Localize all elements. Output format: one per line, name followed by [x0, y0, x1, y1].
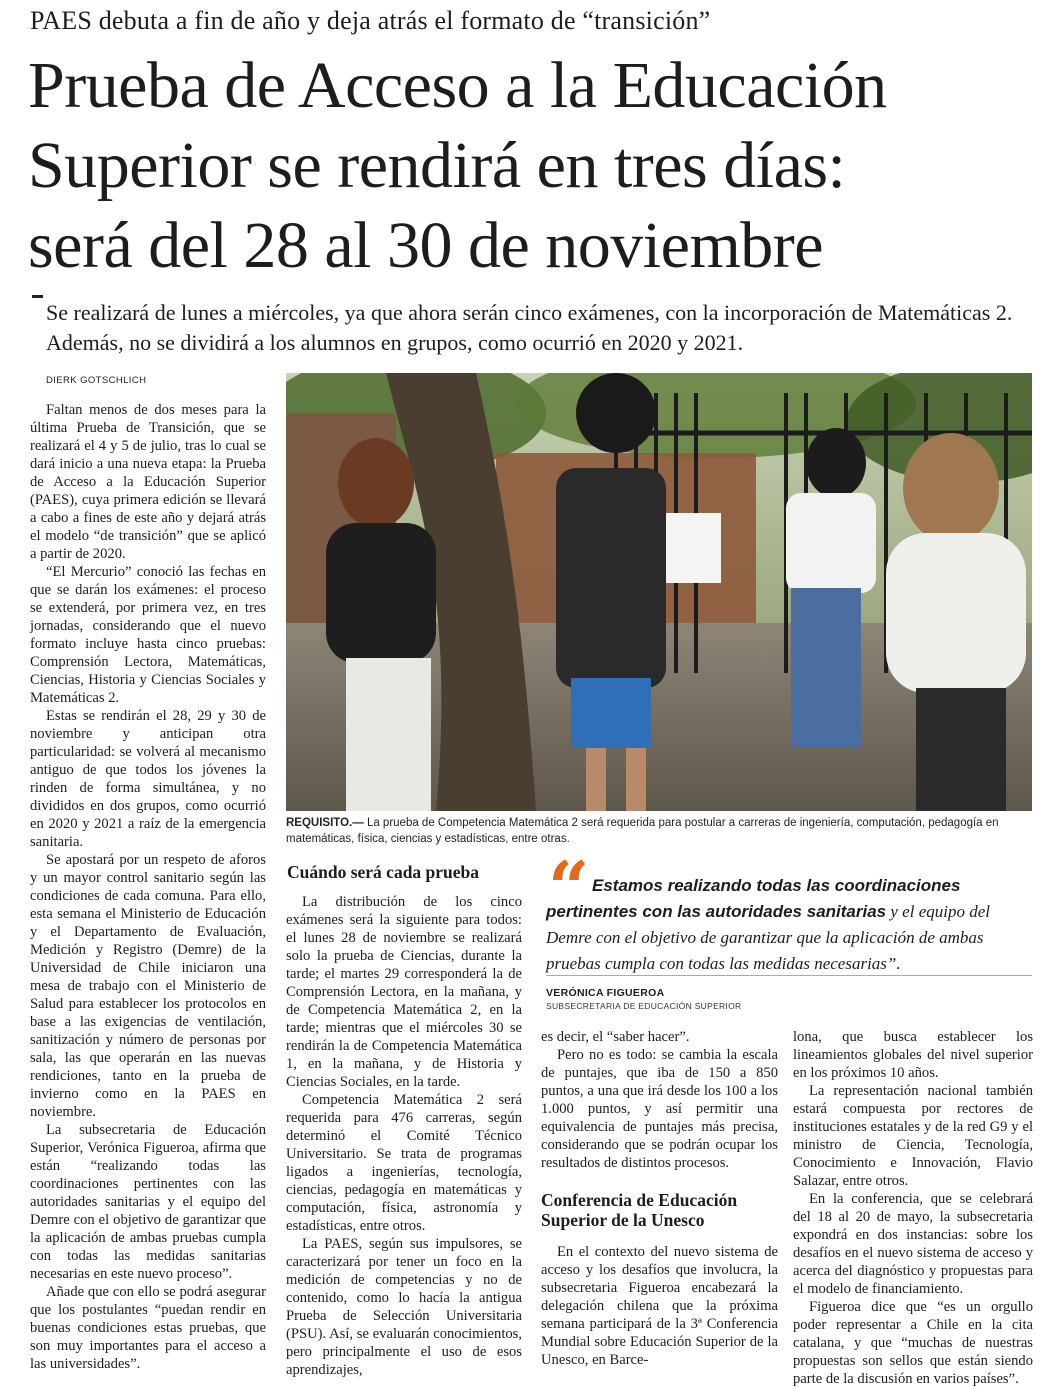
pull-quote: [546, 873, 1026, 977]
article-column-2: [286, 893, 522, 1379]
news-photo: [286, 373, 1032, 811]
section-subhead: Cuándo será cada prueba: [287, 862, 480, 882]
paragraph: Estas se rendirán el 28, 29 y 30 de noviembre y anticipan otra particularidad: se volverá al mecanismo antiguo de que todos los jóvenes la rinden de forma simultánea, y no divididos en dos grupos, como ocurrió en 2020 y 2021 a raíz de la emergencia sanitaria.: [30, 708, 266, 850]
headline-line-3: será del 28 al 30 de noviembre: [28, 209, 824, 282]
paragraph: La representación nacional también estará compuesta por rectores de instituciones estatales y de la red G9 y el ministro de Ciencia, Tecnología, Conocimiento e Innovación, Flavio Salazar, entre otros.: [793, 1083, 1033, 1189]
article-column-1: [30, 401, 266, 1373]
headline-line-2: Superior se rendirá en tres días:: [28, 129, 846, 202]
article-column-3: [541, 1028, 778, 1172]
pull-quote-rest: y el equipo del Demre con el objetivo de garantizar que la aplicación de ambas pruebas cumpla con todas las medidas necesarias”.: [546, 902, 990, 973]
kicker: PAES debuta a fin de año y deja atrás el formato de “transición”: [30, 6, 711, 35]
deck-marker: [32, 295, 43, 298]
paragraph: La PAES, según sus impulsores, se caracterizará por tener un foco en la medición de competencias y no de contenido, como lo hacía la antigua Prueba de Selección Universitaria (PSU). Así, se evaluarán conocimientos, pero principalmente el uso de esos aprendizajes,: [286, 1236, 522, 1378]
article-column-4: [793, 1028, 1033, 1388]
paragraph: Pero no es todo: se cambia la escala de puntajes, que iba de 150 a 850 puntos, a una que irá desde los 100 a los 1.000 puntos, y así permitir una equivalencia de puntajes más precisa, considerando que se podrán ocupar los resultados de distintos procesos.: [541, 1047, 778, 1171]
section-subhead: Conferencia de Educación Superior de la Unesco: [541, 1190, 738, 1230]
paragraph: Se apostará por un respeto de aforos y un mayor control sanitario según las condiciones de cada comuna. Para ello, esta semana el Ministerio de Educación y el Departamento de Evaluación, Medición y Registro (Demre) de la Universidad de Chile iniciaron una mesa de trabajo con el Ministerio de Salud para establecer los protocolos en base a las exigencias de ventilación, sanitización y número de personas por sala, las que operarán en las nuevas rendiciones, tanto en la prueba de invierno como en la PAES en noviembre.: [30, 852, 266, 1120]
headline: [28, 46, 1038, 286]
paragraph: La subsecretaria de Educación Superior, Verónica Figueroa, afirma que están “realizando todas las coordinaciones pertinentes con las autoridades sanitarias y el equipo del Demre con el objetivo de garantizar que la aplicación de ambas pruebas cumpla con todas las medidas sanitarias necesarias en este nuevo proceso”.: [30, 1122, 266, 1282]
quote-source-name: VERÓNICA FIGUEROA: [546, 987, 665, 999]
photo-illustration: [286, 373, 1032, 811]
quote-mark-icon: “: [548, 845, 590, 930]
quote-source-role: SUBSECRETARIA DE EDUCACIÓN SUPERIOR: [546, 1001, 742, 1011]
paragraph: “El Mercurio” conoció las fechas en que se darán los exámenes: el proceso se extenderá, por primera vez, en tres jornadas, considerando que el nuevo formato incluye hasta cinco pruebas: Comprensión Lectora, Matemáticas, Ciencias, Historia y Ciencias Sociales y Matemáticas 2.: [30, 564, 266, 706]
deck: Se realizará de lunes a miércoles, ya que ahora serán cinco exámenes, con la incorporación de Matemáticas 2. Además, no se dividirá a los alumnos en grupos, como ocurrió en 2020 y 2021.: [46, 300, 1013, 355]
caption-text: La prueba de Competencia Matemática 2 será requerida para postular a carreras de ingeniería, computación, pedagogía en matemáticas, física, ciencias y estadísticas, entre otras.: [286, 817, 999, 845]
paragraph: La distribución de los cinco exámenes será la siguiente para todos: el lunes 28 de noviembre se realizará solo la prueba de Ciencias, durante la tarde; el martes 29 corresponderá la de Comprensión Lectora, en la mañana, y de Competencia Matemática 2, en la tarde; mientras que el miércoles 30 se rendirán la de Competencia Matemática 1, en la mañana, y de Historia y Ciencias Sociales, en la tarde.: [286, 894, 522, 1090]
photo-caption: [286, 815, 1034, 847]
headline-line-1: Prueba de Acceso a la Educación: [28, 49, 887, 122]
paragraph: es decir, el “saber hacer”.: [541, 1029, 690, 1045]
paragraph: En el contexto del nuevo sistema de acceso y los desafíos que involucra, la subsecretaria Figueroa encabezará la delegación chilena que la próxima semana participará de la 3ª Conferencia Mundial sobre Educación Superior de la Unesco, en Barce-: [541, 1244, 778, 1368]
paragraph: Competencia Matemática 2 será requerida para 476 carreras, según determinó el Comité Técnico Universitario. Se trata de programas ligados a ingenierías, tecnología, ciencias, pedagogía en matemáticas y computación, física, astronomía y estadísticas, entre otros.: [286, 1092, 522, 1234]
paragraph: En la conferencia, que se celebrará del 18 al 20 de mayo, la subsecretaria expondrá en dos instancias: sobre los desafíos en el nuevo sistema de acceso y acerca del diagnóstico y propuestas para el modelo de financiamiento.: [793, 1191, 1033, 1297]
pull-quote-lead: Estamos realizando todas las coordinaciones pertinentes con las autoridades sanitarias: [546, 876, 961, 921]
caption-label: REQUISITO.—: [286, 817, 364, 829]
paragraph: Faltan menos de dos meses para la última Prueba de Transición, que se realizará el 4 y 5 de julio, tras lo cual se dará inicio a una nueva etapa: la Prueba de Acceso a la Educación Superior (PAES), cuya primera edición se llevará a cabo a fines de este año y dejará atrás el modelo “de transición” que se aplicó a partir de 2020.: [30, 402, 266, 562]
paragraph: lona, que busca establecer los lineamientos globales del nivel superior en los próximos 10 años.: [793, 1029, 1033, 1081]
divider: [546, 975, 1032, 976]
paragraph: Figueroa dice que “es un orgullo poder representar a Chile en la cita catalana, y que “muchas de nuestras propuestas son sellos que están siendo parte de la discusión en varios países”.: [793, 1299, 1033, 1387]
byline: DIERK GOTSCHLICH: [46, 375, 147, 386]
article-column-3-continued: [541, 1243, 778, 1369]
paragraph: Añade que con ello se podrá asegurar que los postulantes “puedan rendir en buenas condiciones estas pruebas, que son muy importantes para el acceso a las universidades”.: [30, 1284, 266, 1372]
